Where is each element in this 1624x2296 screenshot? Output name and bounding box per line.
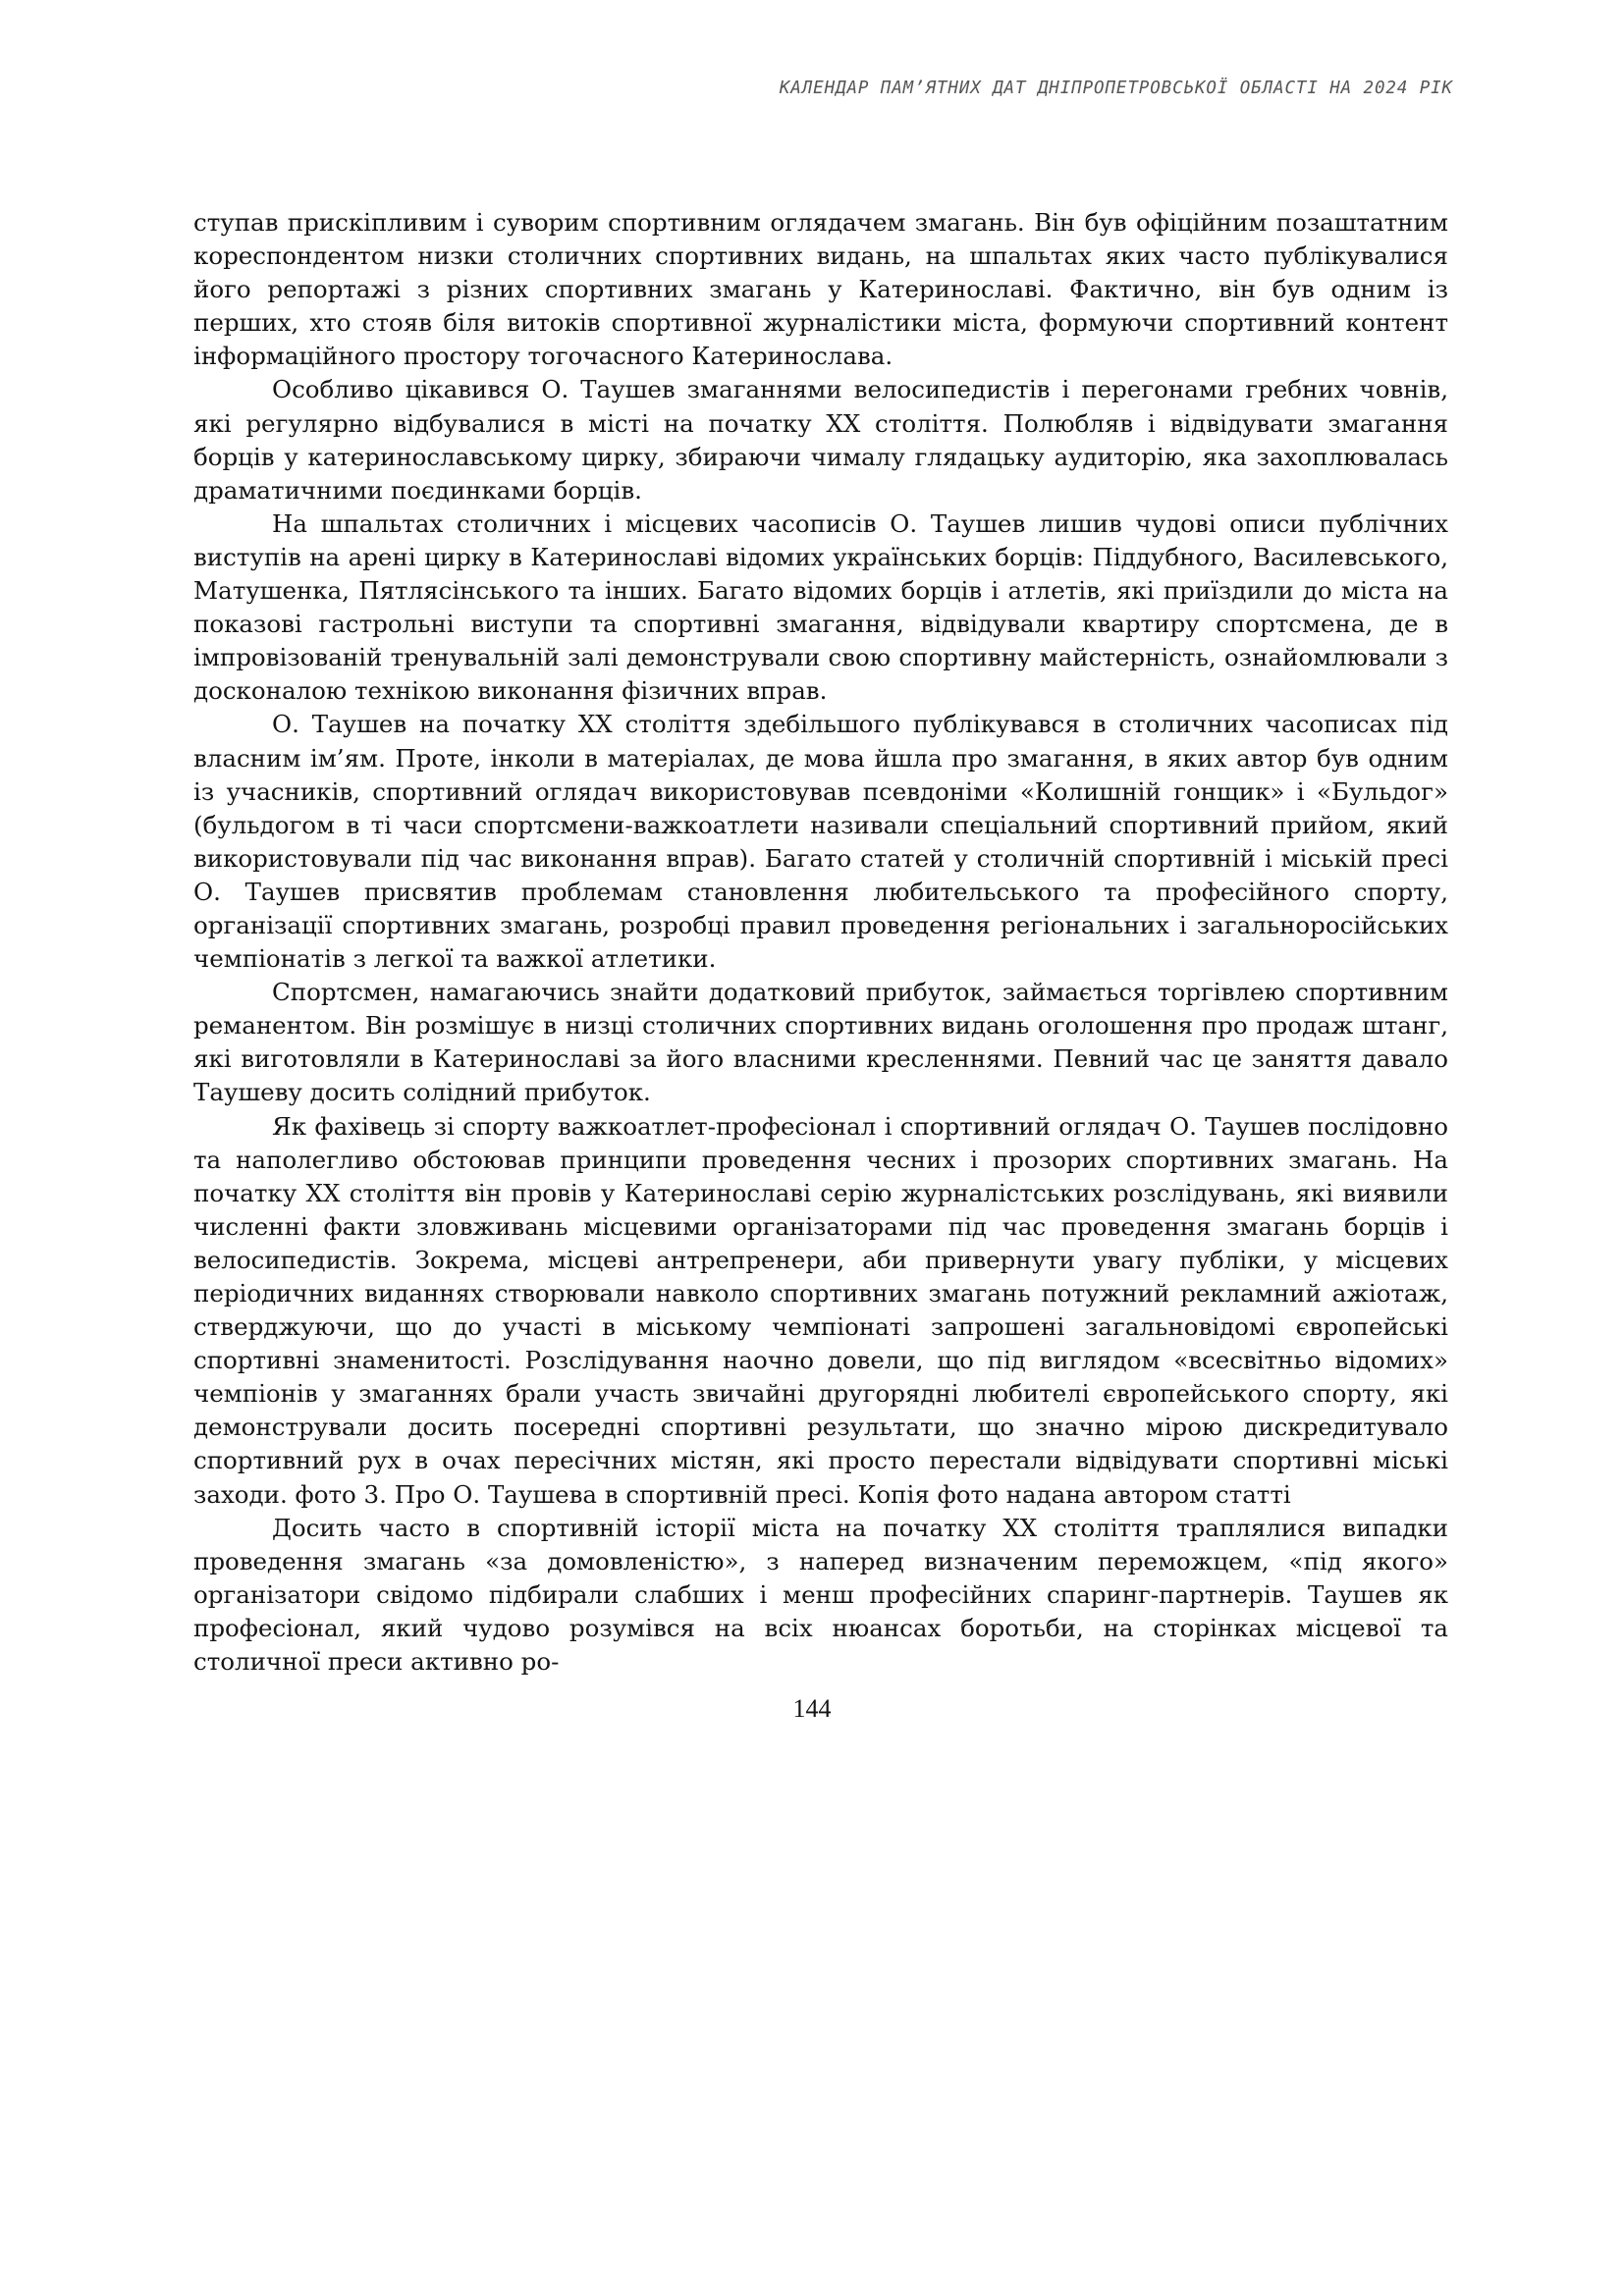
paragraph-4: О. Таушев на початку ХХ століття здебільшого публікувався в столичних часописах під власним ім’ям. Проте, інколи в матеріалах, де мова йшла про змагання, в яких автор був одним із учасників, спортивний оглядач використовував псевдоніми «Колишній гонщик» і «Бульдог» (бульдогом в ті часи спортсмени-важкоатлети називали спеціальний спортивний прийом, який використовували під час виконання вправ). Багато статей у столичній спортивній і міській пресі О. Таушев присвятив проблемам становлення любительського та професійного спорту, організації спортивних змагань, розробці правил проведення регіональних і загальноросійських чемпіонатів з легкої та важкої атлетики. xyxy=(193,710,1448,974)
paragraph-1: ступав прискіпливим і суворим спортивним оглядачем змагань. Він був офіційним позаштатним кореспондентом низки столичних спортивних видань, на шпальтах яких часто публікувалися його репортажі з різних спортивних змагань у Катеринославі. Фактично, він був одним із перших, хто стояв біля витоків спортивної журналістики міста, формуючи спортивний контент інформаційного простору тогочасного Катеринослава. xyxy=(193,208,1448,371)
paragraph-2: Особливо цікавився О. Таушев змаганнями велосипедистів і перегонами гребних човнів, які регулярно відбувалися в місті на початку ХХ століття. Полюбляв і відвідувати змагання борців у катеринославському цирку, збираючи чималу глядацьку аудиторію, яка захоплювалась драматичними поєдинками борців. xyxy=(193,375,1448,505)
paragraph-6: Як фахівець зі спорту важкоатлет-професіонал і спортивний оглядач О. Таушев послідовно та наполегливо обстоював принципи проведення чесних і прозорих спортивних змагань. На початку ХХ століття він провів у Катеринославі серію журналістських розслідувань, які виявили численні факти зловживань місцевими організаторами під час проведення змагань борців і велосипедистів. Зокрема, місцеві антрепренери, аби привернути увагу публіки, у місцевих періодичних виданнях створювали навколо спортивних змагань потужний рекламний ажіотаж, стверджуючи, що до участі в міському чемпіонаті запрошені загальновідомі європейські спортивні знаменитості. Розслідування наочно довели, що під виглядом «всесвітньо відомих» чемпіонів у змаганнях брали участь звичайні другорядні любителі європейського спорту, які демонстрували досить посередні спортивні результати, що значно мірою дискредитувало спортивний рух в очах пересічних містян, які просто перестали відвідувати спортивні міські заходи. фото 3. Про О. Таушева в спортивній пресі. Копія фото надана автором статті xyxy=(193,1111,1448,1509)
paragraph-3: На шпальтах столичних і місцевих часописів О. Таушев лишив чудові описи публічних виступів на арені цирку в Катеринославі відомих українських борців: Піддубного, Василевського, Матушенка, Пятлясінського та інших. Багато відомих борців і атлетів, які приїздили до міста на показові гастрольні виступи та спортивні змагання, відвідували квартиру спортсмена, де в імпровізованій тренувальній залі демонстрували свою спортивну майстерність, ознайомлювали з досконалою технікою виконання фізичних вправ. xyxy=(193,508,1448,706)
body-text xyxy=(193,206,1448,1679)
paragraph-5: Спортсмен, намагаючись знайти додатковий прибуток, займається торгівлею спортивним реманентом. Він розмішує в низці столичних спортивних видань оголошення про продаж штанг, які виготовляли в Катеринославі за його власними кресленнями. Певний час це заняття давало Таушеву досить солідний прибуток. xyxy=(193,978,1448,1107)
page-number: 144 xyxy=(792,1694,832,1723)
paragraph-7: Досить часто в спортивній історії міста на початку ХХ століття траплялися випадки проведення змагань «за домовленістю», з наперед визначеним переможцем, «під якого» організатори свідомо підбирали слабших і менш професійних спаринг-партнерів. Таушев як професіонал, який чудово розумівся на всіх нюансах боротьби, на сторінках місцевої та столичної преси активно ро- xyxy=(193,1513,1448,1677)
running-header: КАЛЕНДАР ПАМ’ЯТНИХ ДАТ ДНІПРОПЕТРОВСЬКОЇ ОБЛАСТІ НА 2024 РІК xyxy=(779,79,1453,98)
